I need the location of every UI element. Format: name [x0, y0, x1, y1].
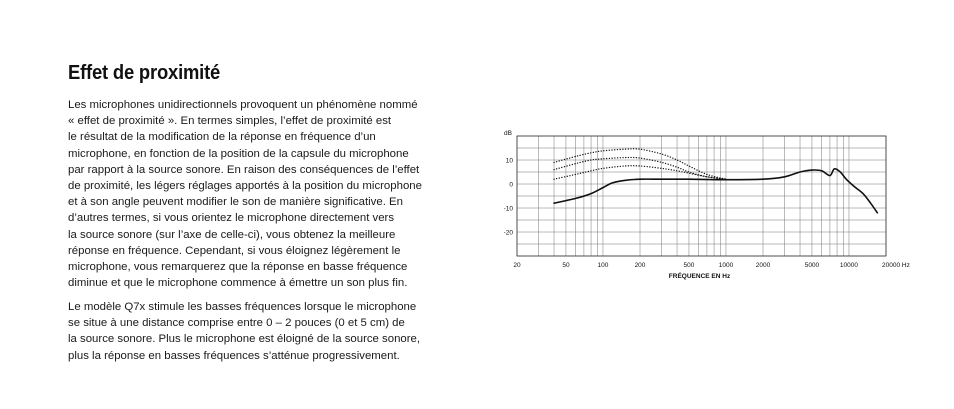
x-tick-label: 50	[562, 262, 570, 269]
x-axis-label: FRÉQUENCE EN Hz	[668, 273, 731, 280]
x-tick-label: 5000	[804, 262, 820, 269]
section-title: Effet de proximité	[68, 62, 221, 84]
frequency-response-chart	[500, 124, 910, 284]
x-tick-label: 500	[683, 262, 695, 269]
paragraph-1-line: et à son angle peuvent modifier le son de manière significative. En	[68, 196, 403, 209]
x-tick-label: 200	[634, 262, 646, 269]
paragraph-1-line: microphone, vous remarquerez que la réponse en basse fréquence	[68, 261, 408, 274]
paragraph-1-line: microphone, en fonction de la position de la capsule du microphone	[68, 147, 409, 160]
y-tick-label: 0	[509, 181, 513, 189]
paragraph-2-line: plus la réponse en basses fréquences s’atténue progressivement.	[68, 349, 400, 362]
x-tick-label: 100	[597, 262, 609, 269]
paragraph-1-line: d’autres termes, si vous orientez le microphone directement vers	[68, 212, 395, 225]
x-tick-label: 20000 Hz	[882, 262, 910, 269]
y-axis-label: dB	[504, 130, 512, 137]
paragraph-1-line: Les microphones unidirectionnels provoquent un phénomène nommé	[68, 99, 418, 111]
paragraph-1-line: par rapport à la source sonore. En raison des conséquences de l’effet	[68, 163, 420, 176]
paragraph-1-line: de proximité, les légers réglages apportés à la position du microphone	[68, 180, 422, 193]
paragraph-2	[68, 299, 478, 364]
paragraph-2-line: se situe à une distance comprise entre 0 – 2 pouces (0 et 5 cm) de	[68, 317, 405, 330]
x-tick-label: 20	[513, 262, 521, 269]
y-tick-label: -10	[503, 205, 513, 213]
paragraph-1-line: « effet de proximité ». En termes simples, l’effet de proximité est	[68, 115, 392, 128]
x-tick-label: 2000	[755, 262, 771, 269]
paragraph-1-line: le résultat de la modification de la réponse en fréquence d’un	[68, 131, 376, 144]
paragraph-1-line: la source sonore (sur l’axe de celle-ci), vous obtenez la meilleure	[68, 228, 396, 241]
paragraph-1-line: diminue et que le microphone commence à émettre un son plus fin.	[68, 277, 408, 290]
chart-svg	[500, 124, 910, 284]
paragraph-1	[68, 97, 478, 291]
x-tick-label: 10000	[839, 262, 859, 269]
paragraph-2-line: Le modèle Q7x stimule les basses fréquences lorsque le microphone	[68, 301, 417, 313]
response-curve-solid	[554, 169, 877, 213]
x-tick-label: 1000	[718, 262, 734, 269]
y-tick-label: -20	[503, 229, 513, 237]
y-tick-label: 10	[505, 157, 513, 165]
paragraph-1-line: réponse en fréquence. Cependant, si vous éloignez légèrement le	[68, 244, 401, 257]
paragraph-2-line: la source sonore. Plus le microphone est éloigné de la source sonore,	[68, 333, 421, 346]
